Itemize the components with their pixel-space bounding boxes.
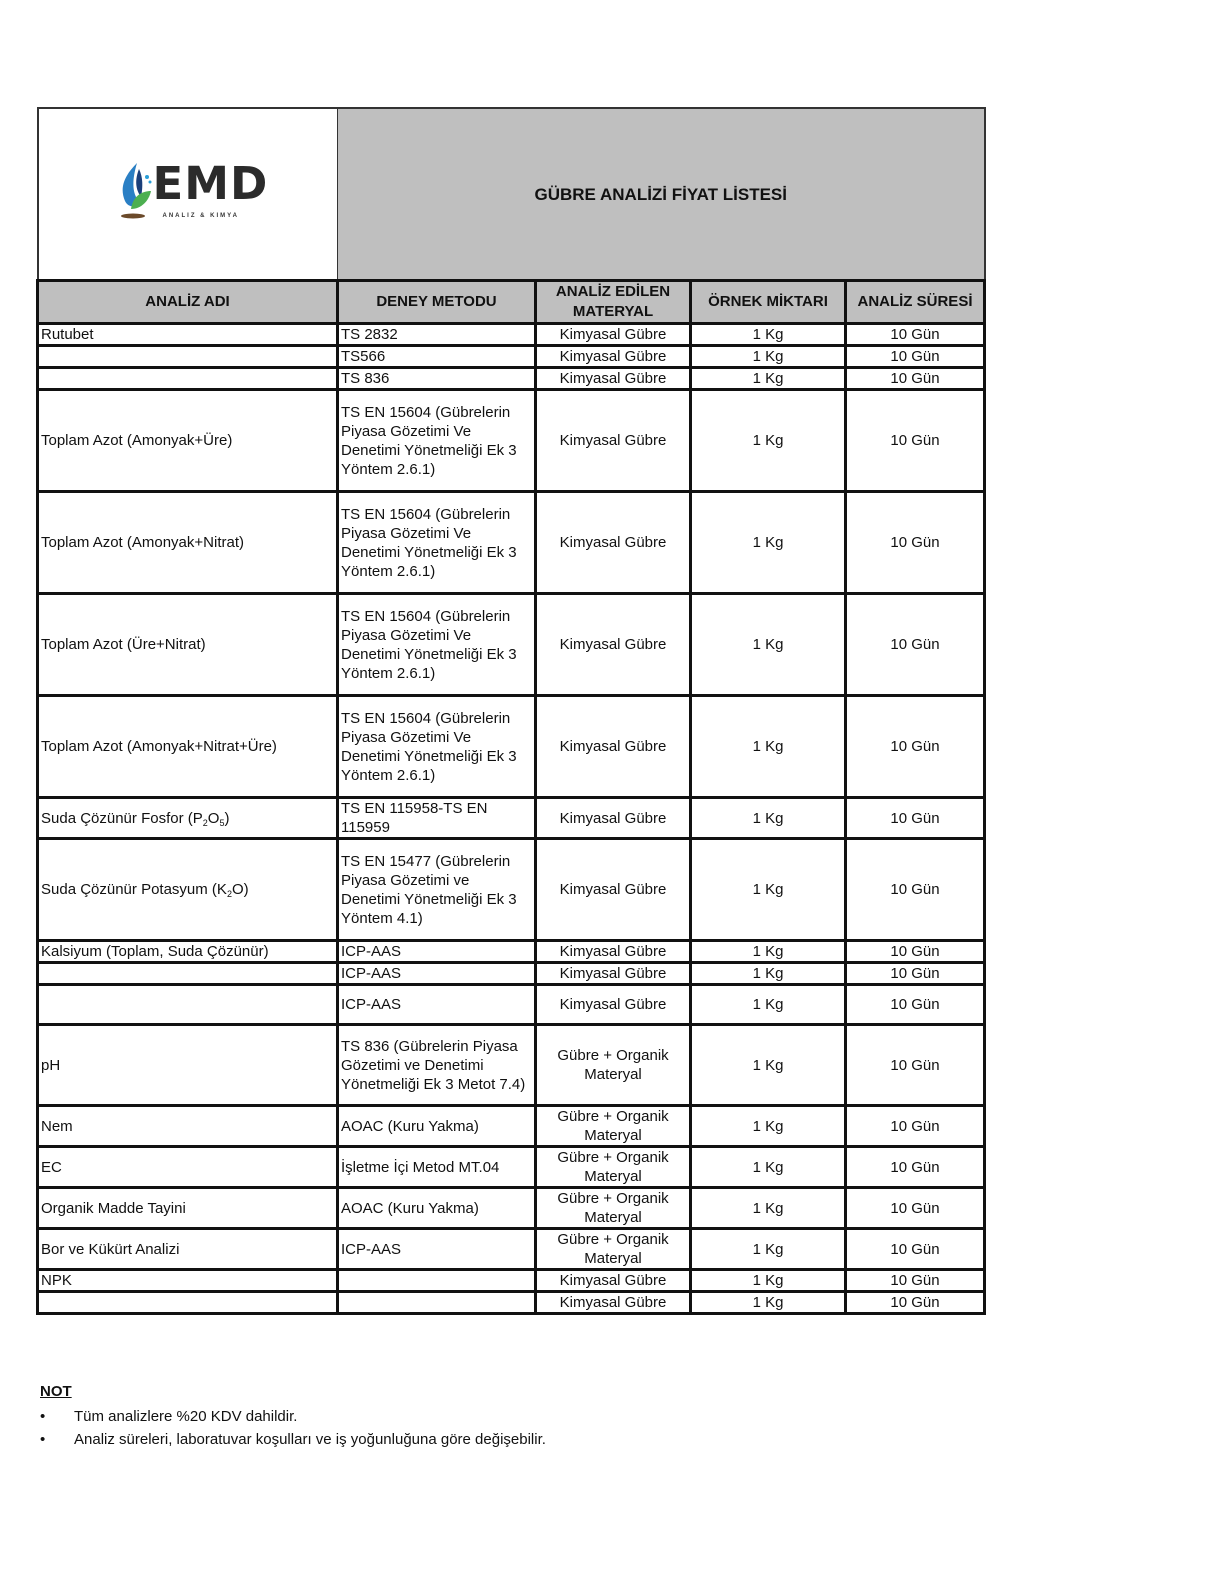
cell-sample-amount: 1 Kg (691, 368, 846, 390)
cell-material: Kimyasal Gübre (536, 324, 691, 346)
notes-section (40, 1383, 940, 1451)
cell-analysis-name (38, 346, 338, 368)
cell-material: Kimyasal Gübre (536, 390, 691, 492)
cell-sample-amount: 1 Kg (691, 346, 846, 368)
cell-method: TS 836 (Gübrelerin Piyasa Gözetimi ve Denetimi Yönetmeliği Ek 3 Metot 7.4) (338, 1025, 536, 1106)
cell-material: Kimyasal Gübre (536, 696, 691, 798)
subscript: 2 (226, 889, 232, 899)
cell-material: Kimyasal Gübre (536, 798, 691, 839)
cell-duration: 10 Gün (846, 941, 985, 963)
table-row (38, 1270, 985, 1292)
cell-analysis-name: EC (38, 1147, 338, 1188)
cell-analysis-name: Bor ve Kükürt Analizi (38, 1229, 338, 1270)
note-text: Analiz süreleri, laboratuvar koşulları ve iş yoğunluğuna göre değişebilir. (74, 1431, 546, 1448)
bullet-icon: • (40, 1431, 46, 1448)
cell-duration: 10 Gün (846, 346, 985, 368)
cell-duration: 10 Gün (846, 1147, 985, 1188)
col-header-duration: ANALİZ SÜRESİ (846, 281, 985, 324)
cell-method: TS 2832 (338, 324, 536, 346)
cell-method: ICP-AAS (338, 963, 536, 985)
cell-sample-amount: 1 Kg (691, 963, 846, 985)
col-header-material: ANALİZ EDİLEN MATERYAL (536, 281, 691, 324)
cell-analysis-name: Organik Madde Tayini (38, 1188, 338, 1229)
cell-sample-amount: 1 Kg (691, 1229, 846, 1270)
cell-sample-amount: 1 Kg (691, 941, 846, 963)
col-header-analysis-name: ANALİZ ADI (38, 281, 338, 324)
cell-method: AOAC (Kuru Yakma) (338, 1188, 536, 1229)
logo-cell (38, 108, 338, 281)
page-title: GÜBRE ANALİZİ FİYAT LİSTESİ (338, 108, 985, 281)
cell-method: TS EN 15604 (Gübrelerin Piyasa Gözetimi Ve Denetimi Yönetmeliği Ek 3 Yöntem 2.6.1) (338, 594, 536, 696)
price-list-sheet (36, 107, 983, 1315)
name-part: O) (231, 881, 249, 898)
table-row (38, 1106, 985, 1147)
table-row (38, 492, 985, 594)
cell-method (338, 1292, 536, 1314)
cell-analysis-name: Toplam Azot (Amonyak+Nitrat+Üre) (38, 696, 338, 798)
cell-duration: 10 Gün (846, 839, 985, 941)
cell-analysis-name (38, 963, 338, 985)
cell-duration: 10 Gün (846, 798, 985, 839)
cell-duration: 10 Gün (846, 1292, 985, 1314)
table-row (38, 1025, 985, 1106)
cell-material: Gübre + Organik Materyal (536, 1229, 691, 1270)
cell-duration: 10 Gün (846, 324, 985, 346)
company-logo (39, 109, 338, 279)
cell-sample-amount: 1 Kg (691, 1270, 846, 1292)
table-row (38, 346, 985, 368)
cell-analysis-name: pH (38, 1025, 338, 1106)
cell-duration: 10 Gün (846, 492, 985, 594)
cell-material: Kimyasal Gübre (536, 594, 691, 696)
flame-leaf-icon (117, 161, 153, 223)
cell-material: Gübre + Organik Materyal (536, 1147, 691, 1188)
cell-analysis-name (38, 839, 338, 941)
cell-sample-amount: 1 Kg (691, 492, 846, 594)
cell-duration: 10 Gün (846, 985, 985, 1025)
cell-sample-amount: 1 Kg (691, 839, 846, 941)
name-part: Suda Çözünür Potasyum (K (41, 881, 227, 898)
note-item (40, 1428, 940, 1451)
cell-method: TS EN 15477 (Gübrelerin Piyasa Gözetimi ve Denetimi Yönetmeliği Ek 3 Yöntem 4.1) (338, 839, 536, 941)
cell-method: TS 836 (338, 368, 536, 390)
logo-tagline: ANALIZ & KIMYA (162, 213, 239, 219)
cell-method: AOAC (Kuru Yakma) (338, 1106, 536, 1147)
cell-material: Gübre + Organik Materyal (536, 1106, 691, 1147)
cell-analysis-name: Rutubet (38, 324, 338, 346)
cell-analysis-name (38, 368, 338, 390)
cell-duration: 10 Gün (846, 696, 985, 798)
name-part: Suda Çözünür Fosfor (P (41, 809, 203, 827)
cell-material: Kimyasal Gübre (536, 985, 691, 1025)
cell-material: Kimyasal Gübre (536, 963, 691, 985)
name-part: O (207, 809, 220, 827)
cell-duration: 10 Gün (846, 1106, 985, 1147)
cell-material: Kimyasal Gübre (536, 346, 691, 368)
title-band (38, 108, 985, 281)
cell-duration: 10 Gün (846, 1270, 985, 1292)
cell-material: Kimyasal Gübre (536, 492, 691, 594)
subscript: 5 (219, 817, 225, 828)
cell-method: İşletme İçi Metod MT.04 (338, 1147, 536, 1188)
cell-method: TS EN 15604 (Gübrelerin Piyasa Gözetimi Ve Denetimi Yönetmeliği Ek 3 Yöntem 2.6.1) (338, 492, 536, 594)
cell-sample-amount: 1 Kg (691, 985, 846, 1025)
cell-material: Gübre + Organik Materyal (536, 1188, 691, 1229)
cell-method (338, 1270, 536, 1292)
cell-sample-amount: 1 Kg (691, 696, 846, 798)
cell-duration: 10 Gün (846, 1229, 985, 1270)
note-text: Tüm analizlere %20 KDV dahildir. (74, 1408, 298, 1425)
cell-analysis-name: Kalsiyum (Toplam, Suda Çözünür) (38, 941, 338, 963)
name-part: ) (224, 809, 230, 827)
table-row (38, 1188, 985, 1229)
cell-duration: 10 Gün (846, 1188, 985, 1229)
table-row (38, 839, 985, 941)
cell-method: ICP-AAS (338, 985, 536, 1025)
cell-sample-amount: 1 Kg (691, 390, 846, 492)
cell-sample-amount: 1 Kg (691, 798, 846, 839)
cell-material: Kimyasal Gübre (536, 1270, 691, 1292)
cell-material: Gübre + Organik Materyal (536, 1025, 691, 1106)
table-row (38, 1292, 985, 1314)
cell-sample-amount: 1 Kg (691, 1147, 846, 1188)
cell-sample-amount: 1 Kg (691, 594, 846, 696)
cell-analysis-name (38, 798, 338, 839)
price-table (36, 107, 986, 1315)
logo-brand: EMD (152, 157, 269, 210)
cell-duration: 10 Gün (846, 963, 985, 985)
cell-analysis-name (38, 1292, 338, 1314)
table-row (38, 696, 985, 798)
cell-analysis-name: Toplam Azot (Üre+Nitrat) (38, 594, 338, 696)
cell-sample-amount: 1 Kg (691, 324, 846, 346)
table-row (38, 1229, 985, 1270)
cell-analysis-name: Toplam Azot (Amonyak+Üre) (38, 390, 338, 492)
cell-material: Kimyasal Gübre (536, 1292, 691, 1314)
cell-duration: 10 Gün (846, 368, 985, 390)
col-header-sample-amount: ÖRNEK MİKTARI (691, 281, 846, 324)
cell-method: ICP-AAS (338, 941, 536, 963)
cell-material: Kimyasal Gübre (536, 941, 691, 963)
note-item (40, 1405, 940, 1428)
bullet-icon: • (40, 1408, 46, 1425)
cell-method: TS EN 115958-TS EN 115959 (338, 798, 536, 839)
notes-heading: NOT (40, 1383, 72, 1400)
table-row (38, 368, 985, 390)
cell-method: TS EN 15604 (Gübrelerin Piyasa Gözetimi Ve Denetimi Yönetmeliği Ek 3 Yöntem 2.6.1) (338, 696, 536, 798)
cell-analysis-name (38, 985, 338, 1025)
table-row (38, 941, 985, 963)
table-row (38, 594, 985, 696)
cell-analysis-name: NPK (38, 1270, 338, 1292)
table-row (38, 1147, 985, 1188)
cell-duration: 10 Gün (846, 1025, 985, 1106)
table-row (38, 390, 985, 492)
cell-sample-amount: 1 Kg (691, 1188, 846, 1229)
cell-method: TS566 (338, 346, 536, 368)
column-headers (38, 281, 985, 324)
cell-material: Kimyasal Gübre (536, 368, 691, 390)
table-row (38, 324, 985, 346)
col-header-method: DENEY METODU (338, 281, 536, 324)
cell-sample-amount: 1 Kg (691, 1106, 846, 1147)
table-row (38, 798, 985, 839)
table-body (38, 324, 985, 1314)
cell-sample-amount: 1 Kg (691, 1292, 846, 1314)
cell-duration: 10 Gün (846, 594, 985, 696)
cell-method: TS EN 15604 (Gübrelerin Piyasa Gözetimi Ve Denetimi Yönetmeliği Ek 3 Yöntem 2.6.1) (338, 390, 536, 492)
cell-analysis-name: Toplam Azot (Amonyak+Nitrat) (38, 492, 338, 594)
table-row (38, 985, 985, 1025)
cell-sample-amount: 1 Kg (691, 1025, 846, 1106)
table-row (38, 963, 985, 985)
cell-duration: 10 Gün (846, 390, 985, 492)
subscript: 2 (202, 817, 208, 828)
cell-method: ICP-AAS (338, 1229, 536, 1270)
cell-analysis-name: Nem (38, 1106, 338, 1147)
cell-material: Kimyasal Gübre (536, 839, 691, 941)
